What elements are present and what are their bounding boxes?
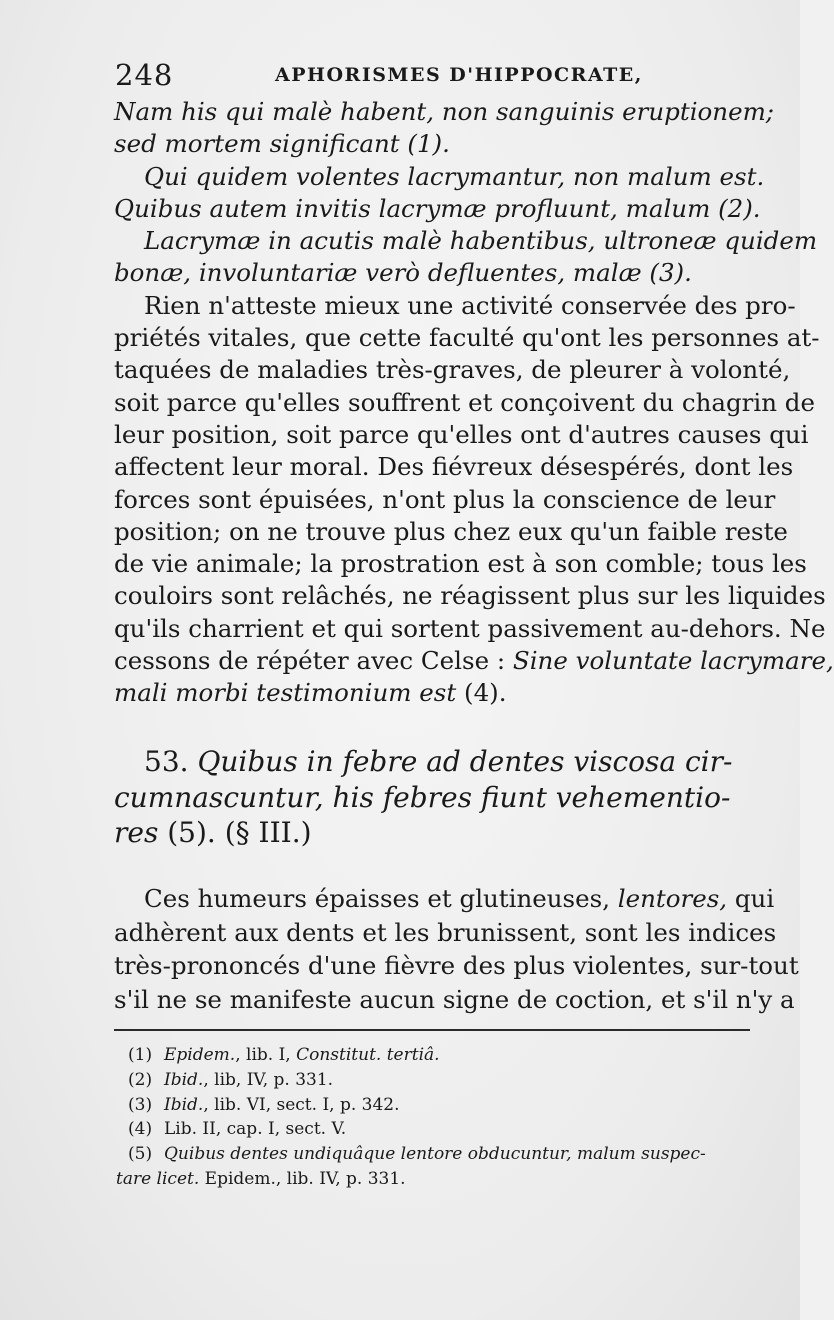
commentary-line: priétés vitales, que cette faculté qu'ont les personnes at- <box>114 323 820 353</box>
aphorism-line: cumnascuntur, his febres fiunt vehementio- <box>114 780 731 814</box>
commentary-line: Rien n'atteste mieux une activité conservée des pro- <box>144 290 796 320</box>
aphorism-number: 53. <box>144 745 189 778</box>
aphorism-line <box>114 815 754 851</box>
footnote-divider <box>114 1029 750 1031</box>
commentary-line: forces sont épuisées, n'ont plus la conscience de leur <box>114 484 776 514</box>
commentary-line: leur position, soit parce qu'elles ont d'autres causes qui <box>114 419 809 449</box>
footnote-key: (4) <box>128 1119 153 1140</box>
footnote-key: (3) <box>128 1094 153 1115</box>
commentary-line <box>114 882 775 916</box>
commentary-line <box>114 677 754 709</box>
footnote-italic: Quibus dentes undiquâque lentore obducuntur, malum suspec- <box>164 1144 706 1165</box>
footnote-key: (2) <box>128 1069 153 1090</box>
commentary-line: qu'ils charrient et qui sortent passivement au-dehors. Ne <box>114 613 826 643</box>
lentores-term: lentores, <box>617 884 728 913</box>
footnote <box>128 1093 758 1118</box>
aphorism-latin: res <box>114 816 159 849</box>
aphorism-latin: Quibus in febre ad dentes viscosa cir- <box>197 745 733 778</box>
footnote-key: (1) <box>128 1045 153 1065</box>
commentary-line: soit parce qu'elles souffrent et conçoivent du chagrin de <box>114 387 815 417</box>
aphorism-text-line: Nam his qui malè habent, non sanguinis eruptionem; <box>114 97 775 126</box>
footnote-italic: tare licet. <box>116 1168 200 1189</box>
commentary-line: taquées de maladies très-graves, de pleurer à volonté, <box>114 355 791 385</box>
footnote-text: , lib. VI, sect. I, p. 342. <box>203 1094 400 1115</box>
footnote-italic: Epidem. <box>164 1045 236 1065</box>
footnotes <box>116 1043 758 1192</box>
commentary-53 <box>114 882 799 1016</box>
commentary-line: couloirs sont relâchés, ne réagissent plus sur les liquides <box>114 581 826 611</box>
running-title: APHORISMES D'HIPPOCRATE, <box>275 64 643 86</box>
footnote-ref: (4). <box>464 678 507 708</box>
commentary-line: affectent leur moral. Des fiévreux désespérés, dont les <box>114 452 794 482</box>
aphorism-53 <box>114 744 754 851</box>
footnote <box>128 1043 758 1068</box>
footnote-italic: Constitut. tertiâ. <box>296 1045 440 1065</box>
footnote-key: (5) <box>128 1144 153 1165</box>
commentary-text: qui <box>734 884 775 913</box>
commentary-line: position; on ne trouve plus chez eux qu'un faible reste <box>114 516 788 546</box>
celse-quote: Sine voluntate lacrymare, <box>512 646 834 676</box>
aphorism-text-line: sed mortem significant (1). <box>114 129 450 159</box>
aphorism-text-line: Lacrymæ in acutis malè habentibus, ultroneæ quidem <box>144 226 818 256</box>
page-header <box>115 58 755 94</box>
commentary-line: adhèrent aux dents et les brunissent, sont les indices <box>114 917 777 947</box>
footnote-italic: Ibid. <box>164 1094 204 1115</box>
footnote-text: , lib. I, <box>235 1045 297 1065</box>
commentary-line <box>114 645 834 677</box>
footnote-italic: Ibid. <box>164 1069 204 1090</box>
footnote-text: Epidem., lib. IV, p. 331. <box>199 1168 406 1189</box>
aphorism-ref: (5). (§ III.) <box>167 816 312 849</box>
main-text <box>114 96 834 710</box>
celse-quote: mali morbi testimonium est <box>114 678 457 708</box>
commentary-text: Ces humeurs épaisses et glutineuses, <box>144 884 610 913</box>
aphorism-line <box>114 744 754 780</box>
footnote <box>128 1117 758 1142</box>
footnote <box>128 1068 758 1093</box>
page-number: 248 <box>115 58 174 92</box>
footnote-text: Lib. II, cap. I, sect. V. <box>164 1119 347 1140</box>
footnote <box>128 1142 758 1167</box>
footnote-continuation <box>116 1167 758 1192</box>
footnote-text: , lib, IV, p. 331. <box>203 1069 334 1090</box>
commentary-line: de vie animale; la prostration est à son comble; tous les <box>114 549 807 579</box>
commentary-text: cessons de répéter avec Celse : <box>114 646 506 676</box>
aphorism-text-line: bonæ, involuntariæ verò defluentes, malæ (3). <box>114 258 692 288</box>
commentary-line: très-prononcés d'une fièvre des plus violentes, sur-tout <box>114 951 799 980</box>
aphorism-text-line: Qui quidem volentes lacrymantur, non malum est. <box>144 161 765 191</box>
commentary-line: s'il ne se manifeste aucun signe de coction, et s'il n'y a <box>114 984 795 1014</box>
aphorism-text-line: Quibus autem invitis lacrymæ profluunt, malum (2). <box>114 193 761 223</box>
